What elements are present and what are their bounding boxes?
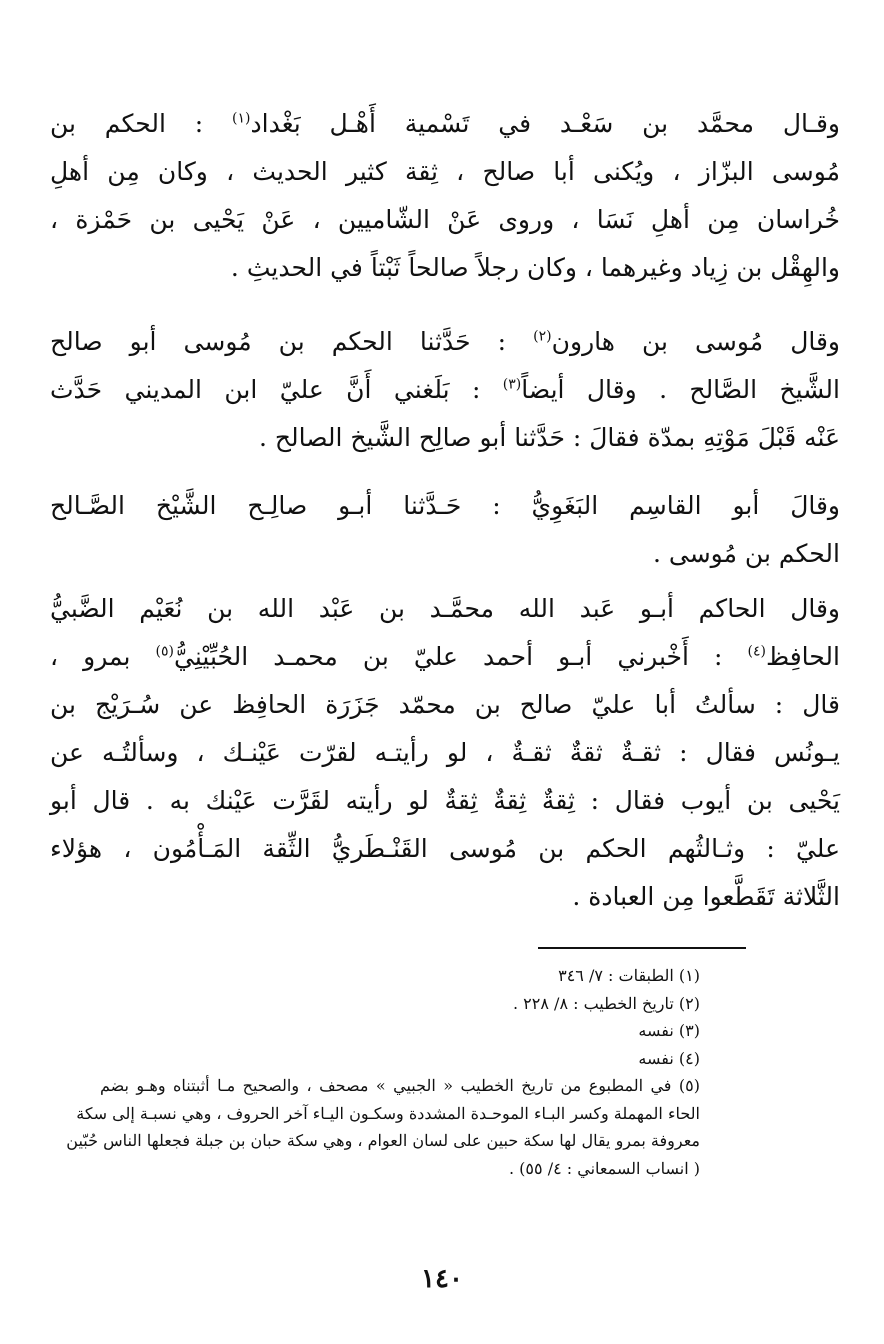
text-segment: والهِقْل بن زِياد وغيرهما ، وكان رجلاً صالحاً ثَبْتاً في الحديثِ .	[230, 253, 840, 282]
text-line	[50, 825, 840, 873]
text-segment: مُوسى البزّاز ، ويُكنى أبا صالح ، ثِقة كثير الحديث ، وكان مِن أهلِ	[50, 157, 840, 186]
text-segment: وقال الحاكم أبـو عَبد الله محمَّـد بن عَبْد الله بن نُعَيْم الضَّبيُّ	[50, 594, 840, 623]
paragraph	[50, 318, 840, 462]
footnote-divider	[538, 947, 746, 949]
footnote-line: الحاء المهملة وكسر البـاء الموحـدة المشددة وسكـون اليـاء آخر الحروف ، وهي نسبـة إلى سكة	[76, 1103, 700, 1123]
text-line	[50, 530, 840, 578]
text-line	[50, 366, 840, 414]
footnote-ref: (٣)	[502, 376, 522, 393]
page-number: ١٤٠	[421, 1264, 463, 1294]
text-line	[50, 681, 840, 729]
text-line	[50, 482, 840, 530]
text-segment: خُراسان مِن أهلِ نَسَا ، وروى عَنْ الشّاميين ، عَنْ يَحْيى بن حَمْزة ،	[50, 205, 840, 234]
footnote-ref: (٢)	[533, 328, 552, 345]
text-line	[50, 633, 840, 681]
text-segment: : الحكم بن	[50, 109, 233, 138]
footnote-ref: (١)	[232, 110, 251, 127]
footnote-line: (٢) تاريخ الخطيب : ٨/ ٢٢٨ .	[513, 993, 700, 1013]
text-line	[50, 873, 840, 921]
footnote	[100, 1017, 700, 1045]
text-line	[50, 148, 840, 196]
text-segment: : حَدَّثنا الحكم بن مُوسى أبو صالح	[50, 327, 534, 356]
text-line	[50, 244, 840, 292]
footnote-line: (١) الطبقات : ٧/ ٣٤٦	[558, 966, 700, 985]
paragraph	[50, 482, 840, 578]
text-line	[50, 414, 840, 462]
footnote-line: (٥) في المطبوع من تاريخ الخطيب « الجبيي » مصحف ، والصحيح مـا أثبتناه وهـو بضم	[100, 1076, 700, 1095]
footnote-ref: (٤)	[747, 643, 766, 660]
text-line	[50, 196, 840, 244]
text-segment: : أَخْبرني أبـو أحمد عليّ بن محمـد الحُبِّيْنِيُّ	[174, 642, 748, 671]
text-line	[50, 777, 840, 825]
text-line	[50, 318, 840, 366]
footnote-line: ( انساب السمعاني : ٤/ ٥٥) .	[509, 1158, 700, 1178]
text-line	[50, 729, 840, 777]
text-segment: يـونُس فقال : ثقـةٌ ثقةٌ ثقـةٌ ، لو رأيتـه لقرّت عَيْنـك ، وسألتُـه عن	[50, 738, 840, 767]
footnote	[100, 1045, 700, 1073]
footnote	[100, 990, 700, 1018]
text-segment: الحافِظ	[765, 642, 840, 671]
text-segment: يَحْيى بن أيوب فقال : ثِقةٌ ثِقةٌ ثِقةٌ لو رأيته لقَرَّت عَيْنك به . قال أبو	[50, 786, 840, 815]
footnotes	[66, 962, 700, 1182]
text-segment: : بَلَغني أَنَّ عليّ ابن المديني حَدَّث	[50, 375, 503, 404]
text-segment: وقال مُوسى بن هارون	[551, 327, 841, 356]
text-line	[50, 585, 840, 633]
main-text	[50, 100, 840, 940]
text-segment: الثَّلاثة تَقَطَّعوا مِن العبادة .	[572, 882, 840, 911]
text-segment: وقـال محمَّد بن سَعْـد في تَسْمية أَهْـل بَغْداد	[250, 109, 840, 138]
footnote-line: (٣) نفسه	[638, 1021, 700, 1040]
text-line	[50, 100, 840, 148]
text-segment: الشَّيخ الصَّالح . وقال أيضاً	[521, 375, 840, 404]
footnote	[66, 1072, 700, 1182]
text-segment: الحكم بن مُوسى .	[652, 539, 840, 568]
text-segment: عليّ : وثـالثُهم الحكم بن مُوسى القَنْـطَريُّ الثِّقة المَـأْمُون ، هؤلاء	[50, 834, 840, 863]
footnote-ref: (٥)	[155, 643, 175, 660]
paragraph	[50, 585, 840, 921]
footnote-line: (٤) نفسه	[638, 1048, 700, 1068]
text-segment: بمرو ،	[50, 642, 156, 671]
footnote-line: معروفة بمرو يقال لها سكة حبين على لسان العوام ، وهي سكة حبان بن جبلة فجعلها الناس حُبّين	[66, 1131, 700, 1150]
footnote	[100, 962, 700, 990]
text-segment: عَنْه قَبْلَ مَوْتِهِ بمدّة فقالَ : حَدَّثنا أبو صالِح الشَّيخ الصالح .	[258, 423, 840, 452]
text-segment: وقالَ أبو القاسِم البَغَوِيُّ : حَـدَّثنا أبـو صالِـح الشَّيْخ الصَّـالح	[50, 491, 840, 520]
paragraph	[50, 100, 840, 292]
text-segment: قال : سألتُ أبا عليّ صالح بن محمّد جَزَرَة الحافِظ عن سُـرَيْج بن	[50, 690, 840, 719]
